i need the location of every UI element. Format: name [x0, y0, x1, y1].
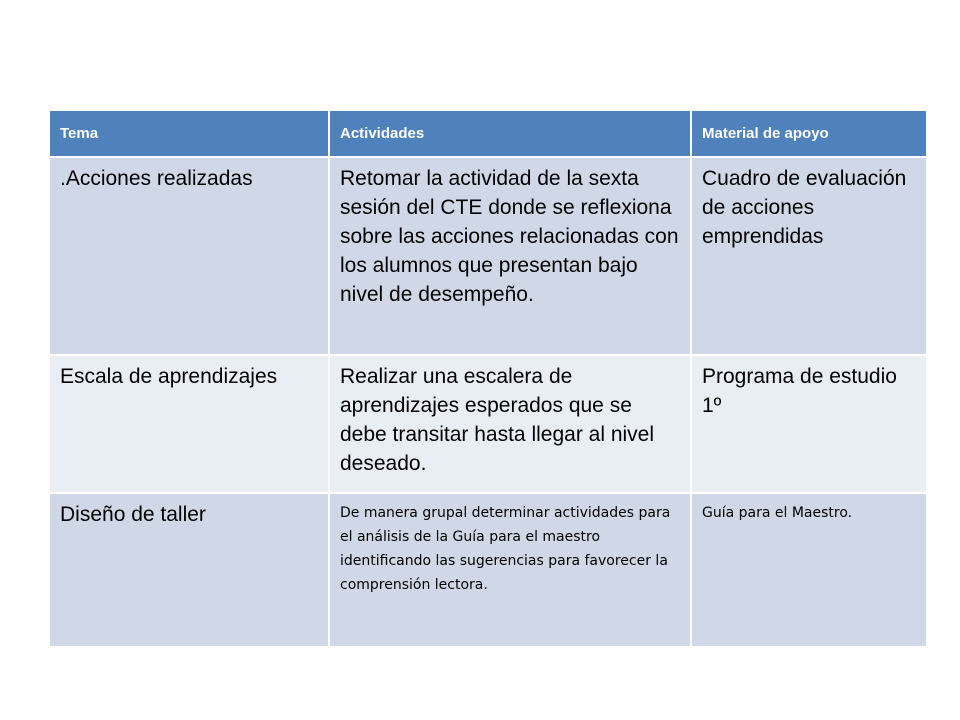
cell-tema: .Acciones realizadas — [49, 157, 329, 355]
cell-material: Guía para el Maestro. — [691, 493, 927, 647]
header-material: Material de apoyo — [691, 110, 927, 157]
cell-material: Programa de estudio 1º — [691, 355, 927, 493]
cell-actividades: Retomar la actividad de la sexta sesión del CTE donde se reflexiona sobre las acciones relacionadas con los alumnos que presentan bajo nivel de desempeño. — [329, 157, 691, 355]
header-tema: Tema — [49, 110, 329, 157]
cell-actividades: Realizar una escalera de aprendizajes esperados que se debe transitar hasta llegar al nivel deseado. — [329, 355, 691, 493]
cell-tema: Diseño de taller — [49, 493, 329, 647]
table-row — [49, 157, 927, 355]
table-row — [49, 355, 927, 493]
table-row — [49, 493, 927, 647]
cell-material: Cuadro de evaluación de acciones emprendidas — [691, 157, 927, 355]
header-actividades: Actividades — [329, 110, 691, 157]
cell-tema: Escala de aprendizajes — [49, 355, 329, 493]
activities-table — [48, 109, 928, 648]
cell-actividades: De manera grupal determinar actividades para el análisis de la Guía para el maestro identificando las sugerencias para favorecer la comprensión lectora. — [329, 493, 691, 647]
table-header-row — [49, 110, 927, 157]
